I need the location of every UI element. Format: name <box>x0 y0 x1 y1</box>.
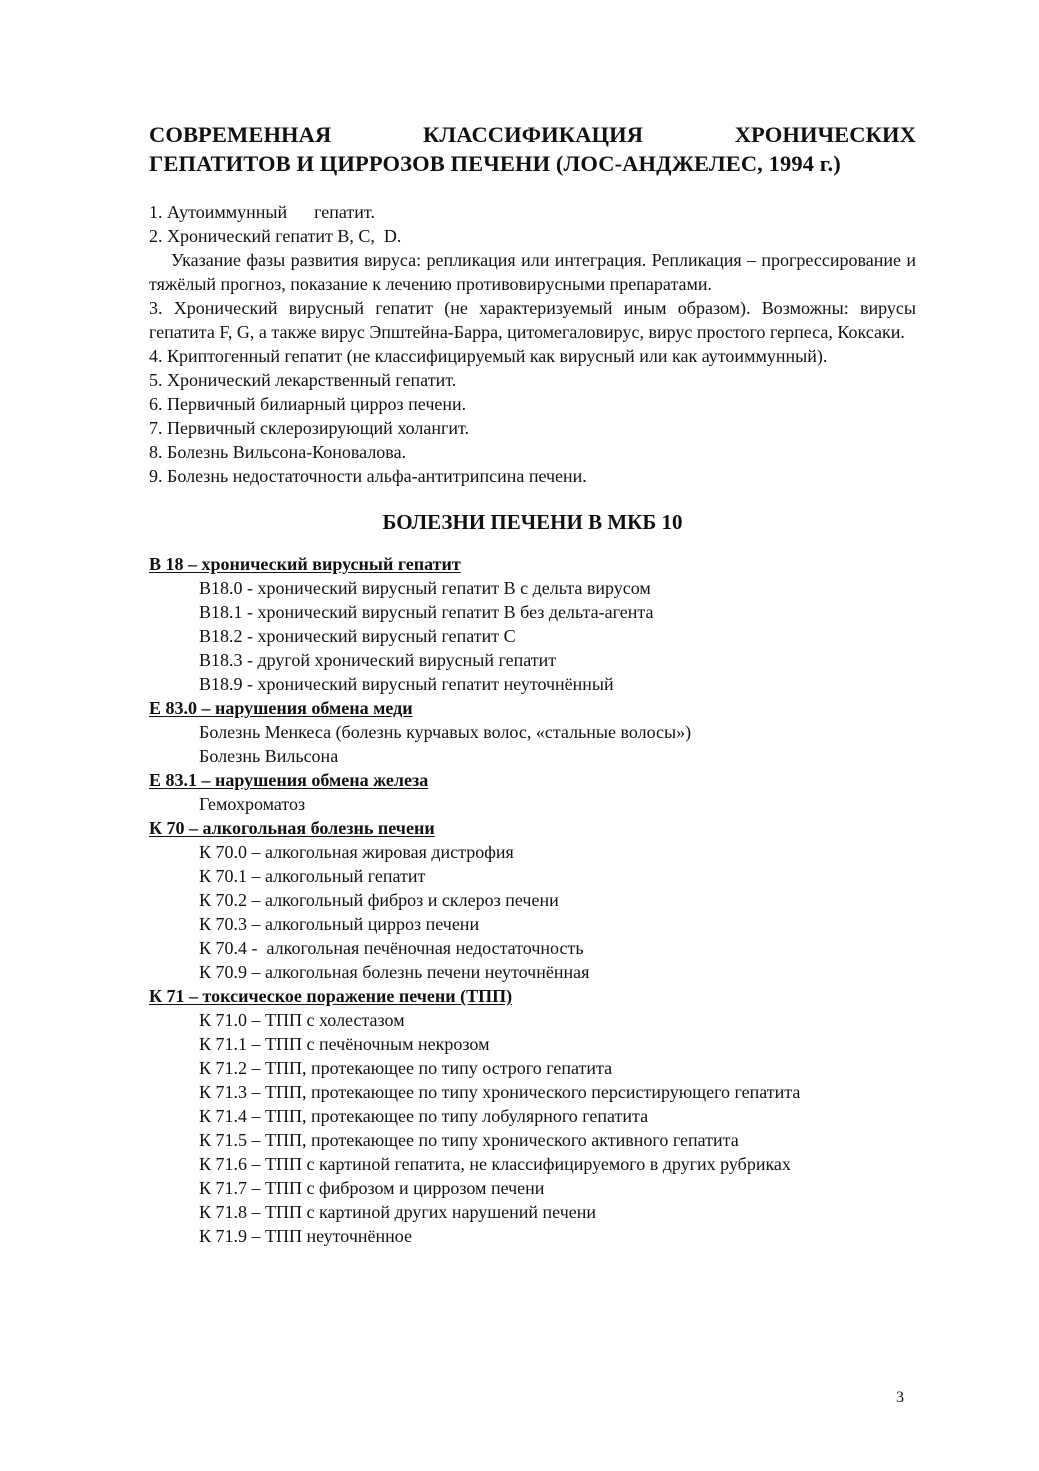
icd-group-item: К 71.4 – ТПП, протекающее по типу лобулярного гепатита <box>199 1106 649 1126</box>
classification-item-6: 6. Первичный билиарный цирроз печени. <box>149 394 467 414</box>
icd-group-item: В18.9 - хронический вирусный гепатит неуточнённый <box>199 674 614 694</box>
icd-group-item: К 71.8 – ТПП с картиной других нарушений печени <box>199 1202 597 1222</box>
title-line-1: СОВРЕМЕННАЯ КЛАССИФИКАЦИЯ ХРОНИЧЕСКИХ <box>149 122 916 147</box>
classification-item-8: 8. Болезнь Вильсона-Коновалова. <box>149 442 407 462</box>
icd-group-item: К 71.9 – ТПП неуточнённое <box>199 1226 412 1246</box>
icd-group-item: Болезнь Вильсона <box>199 746 339 766</box>
document-title <box>149 120 916 178</box>
icd-group-heading: Е 83.1 – нарушения обмена железа <box>149 770 429 790</box>
icd-group-item: К 71.0 – ТПП с холестазом <box>199 1010 405 1030</box>
icd-group-item: К 71.3 – ТПП, протекающее по типу хронического персистирующего гепатита <box>199 1082 801 1102</box>
icd-group-item: К 70.9 – алкогольная болезнь печени неуточнённая <box>199 962 590 982</box>
icd-group-heading: В 18 – хронический вирусный гепатит <box>149 554 461 574</box>
classification-item-4: 4. Криптогенный гепатит (не классифицируемый как вирусный или как аутоиммунный). <box>149 346 828 366</box>
classification-item-9: 9. Болезнь недостаточности альфа-антитрипсина печени. <box>149 466 587 486</box>
document-page <box>149 120 916 1248</box>
icd-group-item: К 71.7 – ТПП с фиброзом и циррозом печени <box>199 1178 545 1198</box>
icd-group-item: Болезнь Менкеса (болезнь курчавых волос, «стальные волосы») <box>199 722 692 742</box>
classification-note: Указание фазы развития вируса: репликация или интеграция. Репликация – прогрессирование и тяжёлый прогноз, показание к лечению противовирусными препаратами. <box>149 250 916 294</box>
icd-group-heading: К 71 – токсическое поражение печени (ТПП) <box>149 986 513 1006</box>
classification-item-5: 5. Хронический лекарственный гепатит. <box>149 370 457 390</box>
section-title: БОЛЕЗНИ ПЕЧЕНИ В МКБ 10 <box>382 510 683 534</box>
icd-group-item: К 70.2 – алкогольный фиброз и склероз печени <box>199 890 559 910</box>
icd-group-item: К 70.1 – алкогольный гепатит <box>199 866 426 886</box>
classification-item-3: 3. Хронический вирусный гепатит (не характеризуемый иным образом). Возможны: вирусы гепатита F, G, а также вирус Эпштейна-Барра, цитомегаловирус, вирус простого герпеса, Коксаки. <box>149 298 916 342</box>
icd-group-item: К 70.4 - алкогольная печёночная недостаточность <box>199 938 584 958</box>
icd-group-item: В18.3 - другой хронический вирусный гепатит <box>199 650 557 670</box>
icd-group-item: В18.0 - хронический вирусный гепатит В с дельта вирусом <box>199 578 651 598</box>
icd-group-item: К 71.2 – ТПП, протекающее по типу острого гепатита <box>199 1058 613 1078</box>
page-number: 3 <box>896 1389 904 1406</box>
icd-group-item: К 71.5 – ТПП, протекающее по типу хронического активного гепатита <box>199 1130 739 1150</box>
title-line-2: ГЕПАТИТОВ И ЦИРРОЗОВ ПЕЧЕНИ (ЛОС-АНДЖЕЛЕС, 1994 г.) <box>149 151 841 176</box>
icd-group-item: К 71.6 – ТПП с картиной гепатита, не классифицируемого в других рубриках <box>199 1154 791 1174</box>
classification-item-7: 7. Первичный склерозирующий холангит. <box>149 418 470 438</box>
classification-list <box>149 200 916 488</box>
icd-group-item: В18.1 - хронический вирусный гепатит В без дельта-агента <box>199 602 654 622</box>
icd-group-heading: К 70 – алкогольная болезнь печени <box>149 818 435 838</box>
icd-group-item: В18.2 - хронический вирусный гепатит С <box>199 626 516 646</box>
icd-group-heading: Е 83.0 – нарушения обмена меди <box>149 698 413 718</box>
classification-item-1: 1. Аутоиммунный гепатит. <box>149 202 375 222</box>
icd-list <box>149 552 916 1248</box>
icd-group-item: К 70.3 – алкогольный цирроз печени <box>199 914 480 934</box>
icd-group-item: К 71.1 – ТПП с печёночным некрозом <box>199 1034 490 1054</box>
classification-item-2: 2. Хронический гепатит В, С, D. <box>149 226 402 246</box>
icd-group-item: Гемохроматоз <box>199 794 306 814</box>
icd-group-item: К 70.0 – алкогольная жировая дистрофия <box>199 842 514 862</box>
